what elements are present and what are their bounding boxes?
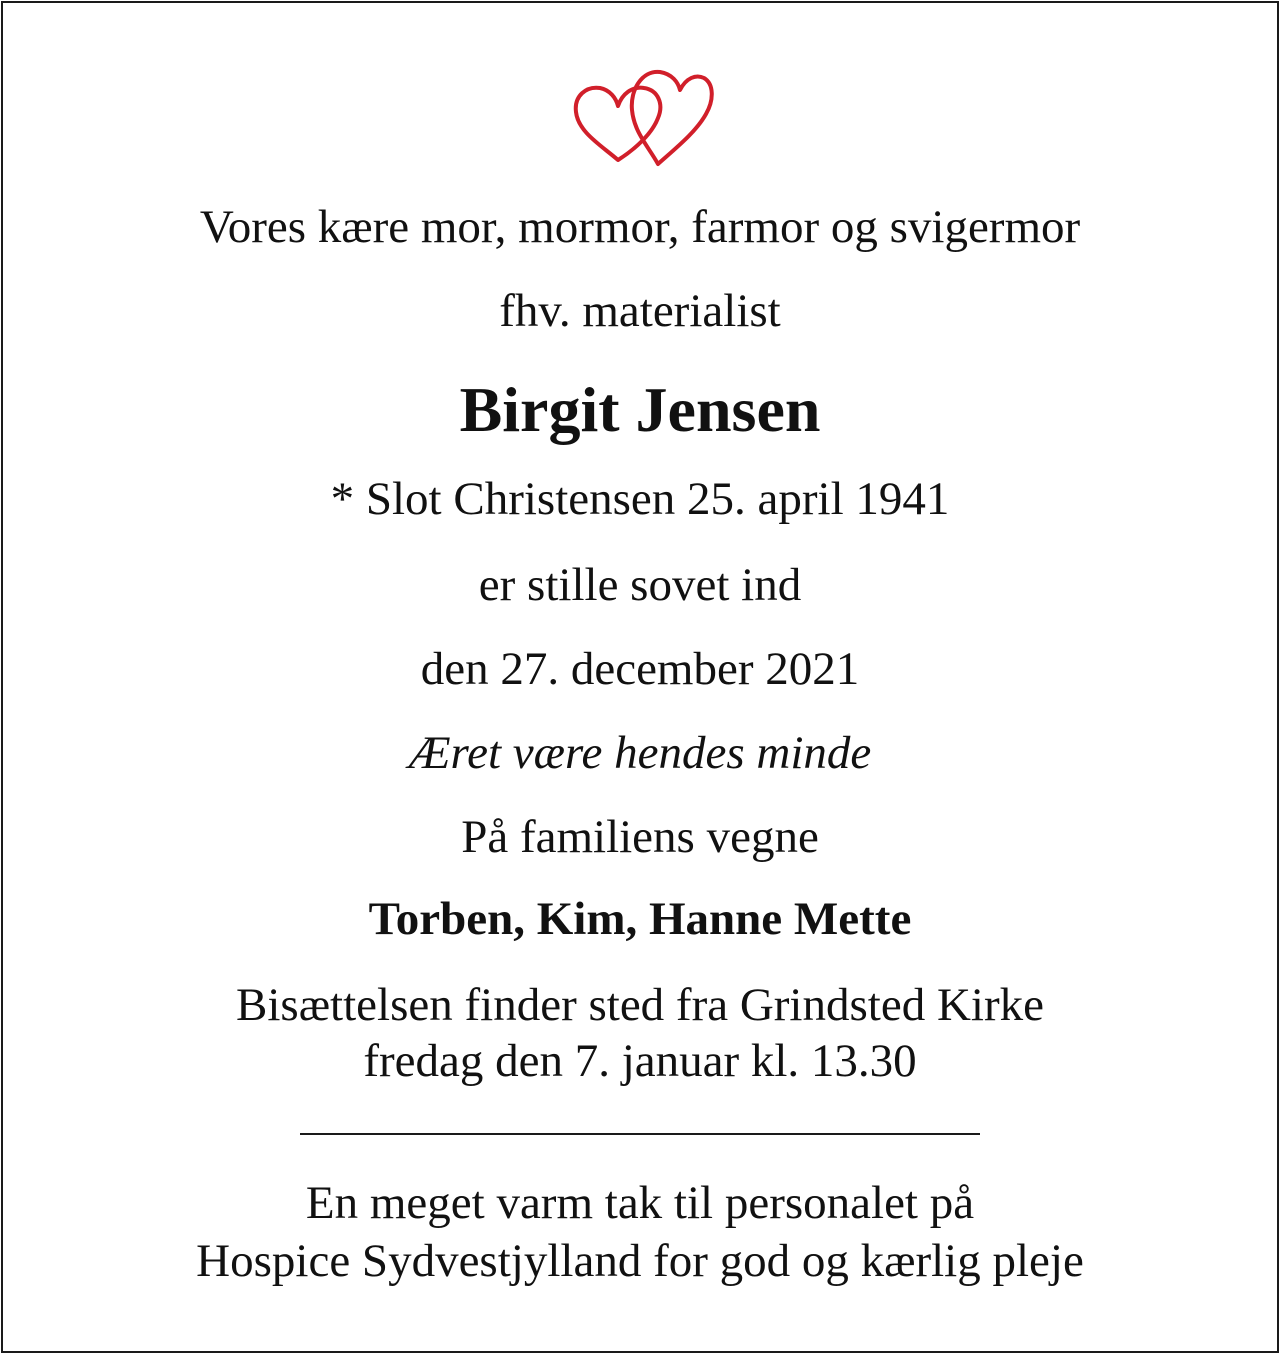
- signers-line: Torben, Kim, Hanne Mette: [368, 893, 912, 945]
- intertwined-hearts-icon: [568, 60, 716, 170]
- family-intro-line: På familiens vegne: [461, 811, 819, 863]
- intro-line: Vores kære mor, mormor, farmor og svigermor: [199, 201, 1081, 253]
- date-line: den 27. december 2021: [420, 643, 860, 695]
- funeral-line-2: fredag den 7. januar kl. 13.30: [363, 1035, 917, 1087]
- divider: [300, 1133, 980, 1135]
- deceased-name: Birgit Jensen: [459, 374, 821, 445]
- birth-line: * Slot Christensen 25. april 1941: [330, 473, 950, 525]
- occupation-line: fhv. materialist: [499, 285, 781, 337]
- thanks-line-1: En meget varm tak til personalet på: [305, 1177, 975, 1229]
- memorial-line: Æret være hendes minde: [408, 727, 872, 779]
- funeral-line-1: Bisættelsen finder sted fra Grindsted Kirke: [236, 979, 1044, 1031]
- passed-line: er stille sovet ind: [478, 559, 802, 611]
- thanks-line-2: Hospice Sydvestjylland for god og kærlig pleje: [196, 1235, 1084, 1287]
